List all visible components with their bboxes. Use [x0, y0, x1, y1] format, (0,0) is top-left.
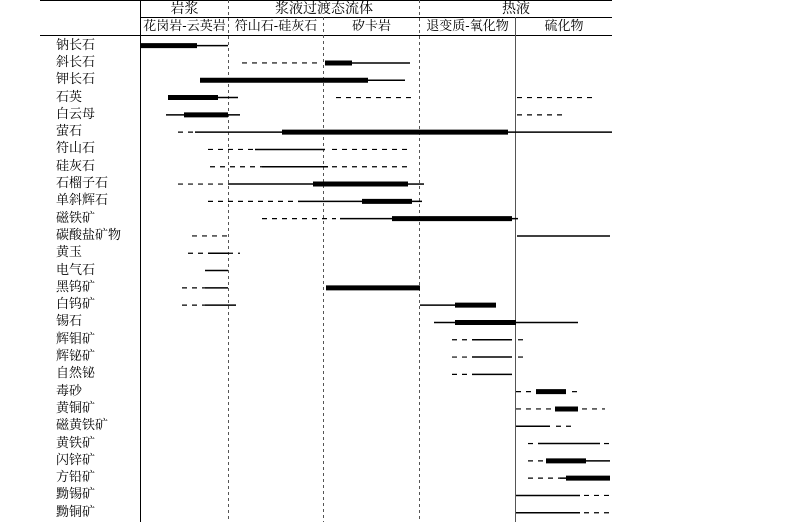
mineral-label: 辉钼矿 [56, 331, 96, 347]
mineral-label: 钠长石 [56, 37, 96, 53]
mineral-duration-bars [141, 46, 612, 513]
mineral-label: 石榴子石 [56, 176, 109, 192]
header-transition-fluid: 浆液过渡态流体 [275, 1, 373, 17]
mineral-label: 黄铁矿 [56, 435, 96, 451]
mineral-label: 磁黄铁矿 [56, 418, 109, 434]
mineral-label: 碳酸盐矿物 [56, 227, 122, 243]
mineral-label: 硅灰石 [56, 158, 96, 174]
header-hydrothermal: 热液 [502, 1, 530, 17]
mineral-label: 黄铜矿 [56, 400, 96, 416]
mineral-label: 自然铋 [56, 366, 96, 382]
mineral-label: 钾长石 [56, 72, 96, 88]
mineral-label: 符山石 [56, 141, 96, 157]
mineral-label: 辉铋矿 [56, 349, 96, 365]
mineral-label: 石英 [56, 89, 83, 105]
mineral-label: 白云母 [56, 106, 96, 122]
mineral-label: 萤石 [56, 124, 83, 140]
mineral-label: 闪锌矿 [56, 452, 96, 468]
mineral-label: 白钨矿 [56, 297, 96, 313]
mineral-label: 黝锡矿 [56, 487, 96, 503]
header-magma: 岩浆 [170, 1, 199, 17]
subheader-vesuvianite-wollastonite: 符山石-硅灰石 [234, 19, 318, 34]
mineral-label: 黝铜矿 [56, 504, 96, 520]
mineral-label: 黑钨矿 [56, 279, 96, 295]
mineral-label: 单斜辉石 [56, 193, 109, 209]
subheader-retrograde-oxide: 退变质-氧化物 [426, 19, 509, 34]
mineral-label: 磁铁矿 [56, 210, 96, 226]
mineral-label: 方铅矿 [56, 470, 96, 486]
mineral-label: 电气石 [56, 262, 96, 278]
mineral-label: 黄玉 [56, 245, 83, 261]
subheader-skarn: 矽卡岩 [351, 19, 391, 34]
mineral-label: 斜长石 [56, 54, 96, 70]
subheader-granite-greisen: 花岗岩-云英岩 [143, 19, 226, 34]
mineral-label: 锡石 [56, 314, 83, 330]
mineral-label: 毒砂 [56, 383, 83, 399]
subheader-sulfide: 硫化物 [544, 19, 584, 34]
